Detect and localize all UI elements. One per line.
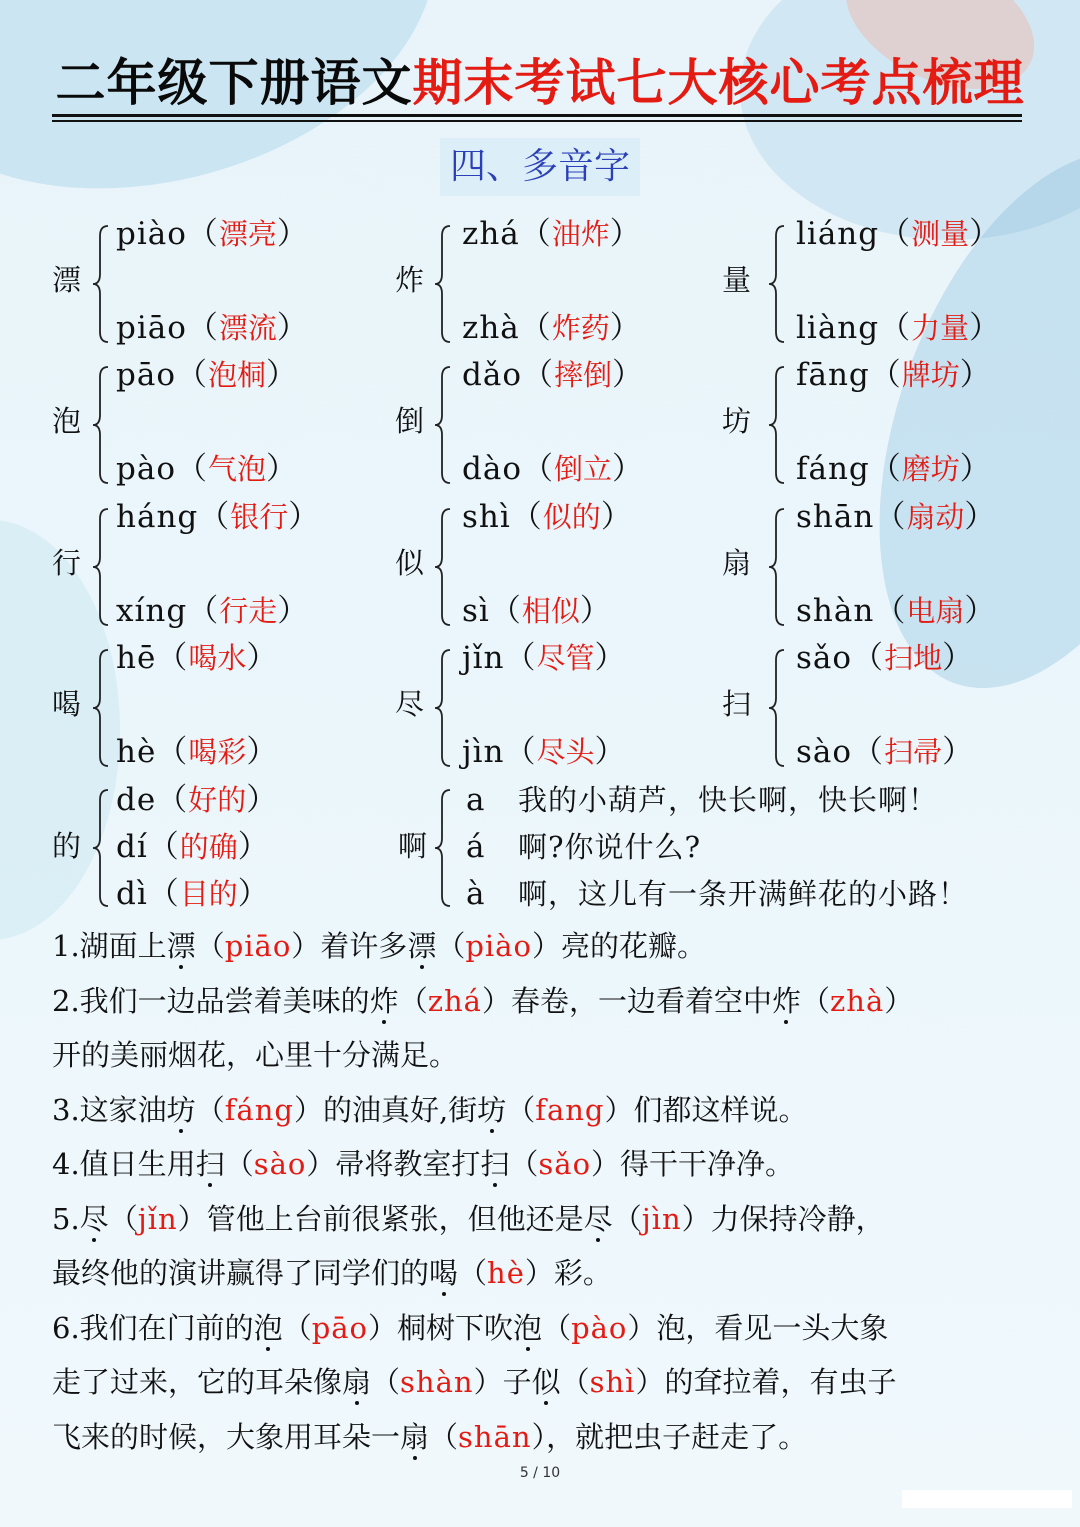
- brace-icon: [432, 788, 456, 908]
- paren: ）: [600, 499, 633, 535]
- paren: ）: [612, 451, 645, 487]
- brace-icon: [90, 648, 114, 768]
- pinyin: dǎo（: [462, 357, 554, 393]
- pinyin: a: [466, 782, 486, 818]
- paren: ）: [288, 499, 321, 535]
- polyphone-char: 似: [395, 546, 425, 580]
- sentence-line: [52, 1035, 458, 1075]
- dotted-char: 坊: [166, 1092, 196, 1127]
- polyphone-char: 量: [722, 263, 752, 297]
- sentence-text: （: [542, 1310, 572, 1345]
- pinyin-entry: [796, 591, 996, 631]
- sentence-text: 2.我们一边品尝着美味的: [52, 983, 370, 1018]
- answer-pinyin: piāo: [224, 929, 292, 963]
- dotted-char: 泡: [253, 1310, 283, 1345]
- sentence-text: （: [429, 1419, 459, 1454]
- pinyin-entry: [116, 591, 309, 631]
- sentence-text: 最终他的演讲赢得了同学们的: [52, 1256, 430, 1290]
- pinyin-entry: [462, 497, 633, 537]
- answer-pinyin: pāo: [311, 1310, 369, 1345]
- example-word: 尽管: [536, 641, 595, 675]
- pinyin-entry: [462, 355, 644, 395]
- sentence-line: [52, 1417, 807, 1457]
- paren: ）: [237, 829, 270, 865]
- answer-pinyin: pào: [571, 1310, 628, 1345]
- sentence-text: 4.值日生用: [52, 1147, 196, 1181]
- sentence-text: ）着许多: [291, 929, 408, 963]
- brace-icon: [90, 788, 114, 908]
- sentence-text: 6.我们在门前的: [52, 1310, 254, 1345]
- sentence-text: 1.湖面上: [52, 929, 167, 963]
- sentence-line: [52, 926, 706, 966]
- usage-text: 啊?你说什么?: [518, 830, 702, 864]
- sentence-text: ）们都这样说。: [604, 1092, 808, 1127]
- example-word: 炸药: [551, 311, 610, 345]
- example-word: 目的: [179, 877, 238, 911]
- pinyin: zhà（: [462, 310, 552, 346]
- answer-pinyin: shì: [589, 1365, 636, 1399]
- example-word: 扫帚: [884, 735, 943, 769]
- example-word: 气泡: [208, 452, 267, 486]
- pinyin-entry: [116, 355, 298, 395]
- polyphone-char: 坊: [722, 404, 752, 438]
- sentence-text: ），就把虫子赶走了。: [531, 1419, 808, 1454]
- sentence-text: ）力保持冷静，: [681, 1201, 885, 1236]
- example-word: 似的: [542, 500, 601, 534]
- pinyin: jìn（: [462, 734, 537, 770]
- paren: ）: [969, 216, 1002, 252]
- sentence-line: [52, 1090, 808, 1130]
- pinyin: liàng（: [796, 310, 912, 346]
- pinyin-entry: [116, 497, 320, 537]
- brace-icon: [766, 365, 790, 485]
- paren: ）: [612, 357, 645, 393]
- pinyin: shān（: [796, 499, 907, 535]
- pinyin-entry: [462, 308, 642, 348]
- answer-pinyin: zhà: [830, 983, 885, 1018]
- sentence-line: [52, 1362, 896, 1402]
- sentence-text: （: [371, 1365, 401, 1399]
- pinyin-entry: [796, 638, 974, 678]
- paren: ）: [276, 310, 309, 346]
- paren: ）: [266, 451, 299, 487]
- sentence-text: （: [506, 1092, 536, 1127]
- dotted-char: 扇: [342, 1365, 372, 1399]
- polyphone-char: 炸: [395, 263, 425, 297]
- example-word: 力量: [911, 311, 970, 345]
- title-part-red: 期末考试七大核心考点梳理: [412, 54, 1025, 112]
- example-word: 的确: [179, 830, 238, 864]
- example-word: 扇动: [906, 500, 965, 534]
- sentence-text: （: [108, 1201, 138, 1236]
- example-word: 电扇: [906, 594, 965, 628]
- sentence-text: （: [560, 1365, 590, 1399]
- paren: ）: [246, 734, 279, 770]
- pinyin-entry: [116, 780, 278, 820]
- polyphone-char: 行: [52, 546, 82, 580]
- example-word: 牌坊: [901, 358, 960, 392]
- sentence-text: 走了过来，它的耳朵像: [52, 1365, 343, 1399]
- polyphone-char: 泡: [52, 404, 82, 438]
- dotted-char: 漂: [166, 929, 196, 963]
- brace-icon: [432, 648, 456, 768]
- sentence-text: （: [195, 1092, 225, 1127]
- sentence-text: ）子: [473, 1365, 532, 1399]
- brace-icon: [766, 224, 790, 344]
- pinyin-entry: [462, 449, 644, 489]
- sentence-text: ）的耷拉着，有虫子: [635, 1365, 897, 1399]
- sentence-text: （: [509, 1147, 539, 1181]
- sentence-text: ）: [884, 983, 914, 1018]
- pinyin: á: [466, 829, 486, 865]
- example-word: 尽头: [536, 735, 595, 769]
- answer-pinyin: jìn: [641, 1201, 682, 1236]
- pinyin-entry: [796, 355, 992, 395]
- answer-pinyin: shān: [458, 1419, 532, 1454]
- dotted-char: 扫: [195, 1147, 225, 1181]
- pinyin-entry: [116, 732, 278, 772]
- example-word: 磨坊: [901, 452, 960, 486]
- brace-icon: [90, 507, 114, 627]
- pinyin-entry: [116, 874, 270, 914]
- paren: ）: [964, 593, 997, 629]
- usage-text: 啊，这儿有一条开满鲜花的小路！: [518, 877, 969, 911]
- sentence-text: （: [398, 983, 428, 1018]
- paren: ）: [266, 357, 299, 393]
- sentence-text: 3.这家油: [52, 1092, 167, 1127]
- usage-text: 我的小葫芦，快长啊，快长啊！: [518, 783, 939, 817]
- pinyin-entry: [462, 591, 612, 631]
- answer-pinyin: sǎo: [538, 1147, 592, 1181]
- sentence-text: ）亮的花瓣。: [531, 929, 706, 963]
- paren: ）: [959, 357, 992, 393]
- sentence-text: ）管他上台前很紧张，但他还是: [177, 1201, 584, 1236]
- dotted-char: 漂: [407, 929, 437, 963]
- sentence-text: （: [282, 1310, 312, 1345]
- pinyin: sì（: [462, 593, 522, 629]
- pinyin: fáng（: [796, 451, 902, 487]
- section-heading: 四、多音字: [440, 138, 640, 196]
- polyphone-char: 尽: [395, 687, 425, 721]
- brace-icon: [766, 507, 790, 627]
- pinyin-entry: [796, 449, 992, 489]
- example-word: 漂亮: [218, 217, 277, 251]
- pinyin: piào（: [116, 216, 219, 252]
- polyphone-char: 漂: [52, 263, 82, 297]
- pinyin-entry: [116, 638, 278, 678]
- a-usage-line: [466, 827, 701, 867]
- paren: ）: [942, 734, 975, 770]
- example-word: 银行: [230, 500, 289, 534]
- title-rule: [52, 120, 1022, 122]
- dotted-char: 泡: [513, 1310, 543, 1345]
- dotted-char: 尽: [583, 1201, 613, 1236]
- example-word: 倒立: [554, 452, 613, 486]
- dotted-char: 似: [531, 1365, 561, 1399]
- sentence-text: （: [195, 929, 225, 963]
- paren: ）: [579, 593, 612, 629]
- paren: ）: [594, 734, 627, 770]
- polyphone-char: 扫: [722, 687, 752, 721]
- polyphone-char: 喝: [52, 687, 82, 721]
- page-number: 5 / 10: [519, 1465, 561, 1481]
- brace-icon: [766, 648, 790, 768]
- brace-icon: [90, 224, 114, 344]
- pinyin: háng（: [116, 499, 231, 535]
- a-usage-line: [466, 780, 938, 820]
- example-word: 摔倒: [554, 358, 613, 392]
- paren: ）: [959, 451, 992, 487]
- paren: ）: [276, 216, 309, 252]
- sentence-line: [52, 1253, 612, 1293]
- pinyin: dào（: [462, 451, 554, 487]
- sentence-text: ）得干干净净。: [591, 1147, 795, 1181]
- pinyin: sǎo（: [796, 640, 885, 676]
- example-word: 漂流: [218, 311, 277, 345]
- answer-pinyin: zhá: [427, 983, 482, 1018]
- pinyin: pào（: [116, 451, 208, 487]
- pinyin-entry: [796, 732, 974, 772]
- watermark-box: [902, 1490, 1072, 1508]
- pinyin: shàn（: [796, 593, 907, 629]
- pinyin-entry: [462, 214, 642, 254]
- paren: ）: [609, 216, 642, 252]
- sentence-text: 飞来的时候，大象用耳朵一: [52, 1419, 401, 1454]
- pinyin: hè（: [116, 734, 189, 770]
- answer-pinyin: hè: [487, 1256, 525, 1290]
- pinyin-entry: [116, 449, 298, 489]
- sentence-text: ）桐树下吹: [368, 1310, 514, 1345]
- pinyin-entry: [796, 214, 1001, 254]
- sentence-line: [52, 1308, 888, 1348]
- sentence-text: （: [800, 983, 830, 1018]
- pinyin: zhá（: [462, 216, 552, 252]
- example-word: 油炸: [551, 217, 610, 251]
- pinyin: liáng（: [796, 216, 912, 252]
- pinyin: sào（: [796, 734, 885, 770]
- sentence-text: （: [224, 1147, 254, 1181]
- answer-pinyin: shàn: [400, 1365, 474, 1399]
- dotted-char: 炸: [771, 983, 801, 1018]
- answer-pinyin: sào: [253, 1147, 307, 1181]
- answer-pinyin: fáng: [224, 1092, 294, 1127]
- pinyin-entry: [796, 497, 996, 537]
- pinyin: xíng（: [116, 593, 220, 629]
- pinyin: dì（: [116, 876, 180, 912]
- dotted-char: 炸: [369, 983, 399, 1018]
- paren: ）: [609, 310, 642, 346]
- polyphone-char: 的: [52, 829, 82, 863]
- pinyin: fāng（: [796, 357, 902, 393]
- pinyin: piāo（: [116, 310, 219, 346]
- example-word: 泡桐: [208, 358, 267, 392]
- brace-icon: [432, 507, 456, 627]
- sentence-line: [52, 981, 913, 1021]
- brace-icon: [90, 365, 114, 485]
- sentence-text: 5.: [52, 1201, 80, 1236]
- sentence-text: （: [458, 1256, 488, 1290]
- example-word: 行走: [219, 594, 278, 628]
- title-rule: [52, 114, 1022, 117]
- paren: ）: [964, 499, 997, 535]
- sentence-text: 开的美丽烟花，心里十分满足。: [52, 1038, 459, 1072]
- sentence-line: [52, 1144, 794, 1184]
- paren: ）: [246, 782, 279, 818]
- polyphone-char: 啊: [398, 829, 428, 863]
- polyphone-char: 扇: [722, 546, 752, 580]
- polyphone-char: 倒: [395, 404, 425, 438]
- dotted-char: 扫: [480, 1147, 510, 1181]
- example-word: 测量: [911, 217, 970, 251]
- pinyin-entry: [462, 638, 627, 678]
- answer-pinyin: jǐn: [137, 1201, 178, 1236]
- pinyin-entry: [462, 732, 627, 772]
- answer-pinyin: fang: [535, 1092, 605, 1127]
- sentence-text: （: [436, 929, 466, 963]
- pinyin-entry: [116, 827, 270, 867]
- sentence-text: ）泡，看见一头大象: [627, 1310, 889, 1345]
- paren: ）: [942, 640, 975, 676]
- pinyin: de（: [116, 782, 189, 818]
- background-shape: [0, 0, 477, 246]
- sentence-text: ）的油真好,街: [293, 1092, 478, 1127]
- answer-pinyin: piào: [465, 929, 532, 963]
- dotted-char: 尽: [79, 1201, 109, 1236]
- title-part-black: 二年级下册语文: [55, 54, 413, 112]
- sentence-text: ）帚将教室打: [306, 1147, 481, 1181]
- example-word: 扫地: [884, 641, 943, 675]
- pinyin-entry: [116, 214, 309, 254]
- dotted-char: 坊: [477, 1092, 507, 1127]
- pinyin: à: [466, 876, 486, 912]
- example-word: 相似: [521, 594, 580, 628]
- dotted-char: 扇: [400, 1419, 430, 1454]
- pinyin-entry: [116, 308, 309, 348]
- sentence-line: [52, 1199, 885, 1239]
- paren: ）: [594, 640, 627, 676]
- pinyin-entry: [796, 308, 1001, 348]
- paren: ）: [277, 593, 310, 629]
- sentence-text: ）春卷，一边看着空中: [481, 983, 772, 1018]
- brace-icon: [432, 224, 456, 344]
- example-word: 好的: [188, 783, 247, 817]
- pinyin: hē（: [116, 640, 189, 676]
- paren: ）: [246, 640, 279, 676]
- example-word: 喝水: [188, 641, 247, 675]
- pinyin: jǐn（: [462, 640, 537, 676]
- pinyin: dí（: [116, 829, 180, 865]
- pinyin: shì（: [462, 499, 543, 535]
- example-word: 喝彩: [188, 735, 247, 769]
- sentence-text: ）彩。: [524, 1256, 612, 1290]
- paren: ）: [969, 310, 1002, 346]
- dotted-char: 喝: [429, 1256, 459, 1290]
- a-usage-line: [466, 874, 968, 914]
- page-title: [0, 52, 1080, 114]
- paren: ）: [237, 876, 270, 912]
- brace-icon: [432, 365, 456, 485]
- sentence-text: （: [612, 1201, 642, 1236]
- pinyin: pāo（: [116, 357, 208, 393]
